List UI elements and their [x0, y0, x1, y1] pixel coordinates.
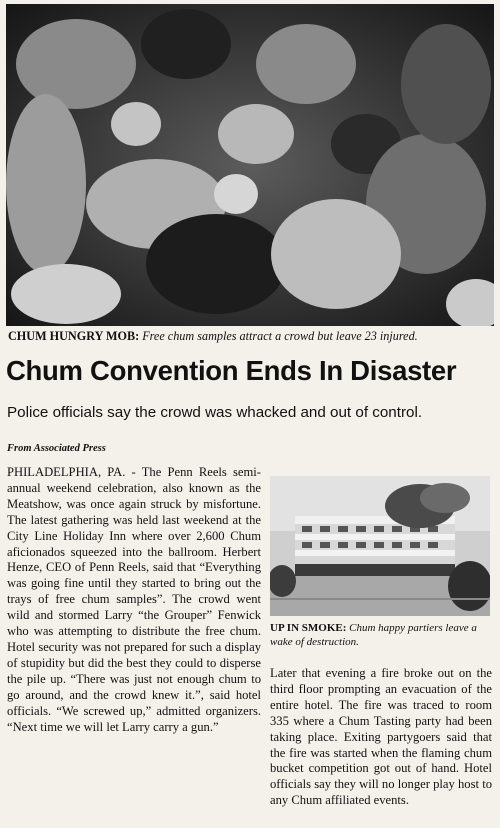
article-right-column	[270, 666, 492, 809]
hotel-photo-image	[270, 476, 490, 616]
crowd-photo-image	[6, 4, 494, 326]
hotel-photo	[270, 476, 490, 616]
crowd-photo-caption-text: Free chum samples attract a crowd but leave 23 injured.	[139, 329, 418, 343]
crowd-photo-caption-label: CHUM HUNGRY MOB:	[8, 329, 140, 343]
left-column-text: PHILADELPHIA, PA. - The Penn Reels semi-annual weekend celebration, also known as the Meatshow, was once again struck by misfortune. The latest gathering was held last weekend at the City Line Holiday Inn where over 2,600 Chum aficionados squeezed into the ballroom. Herbert Henze, CEO of Penn Reels, said that “Everything was going fine until they started to bring out the trays of free chum samples”. The crowd went wild and stormed Larry “the Grouper” Fenwick who was attempting to distribute the free chum. Hotel security was not prepared for such a display of stupidity but did the best they could to disperse the pile up. “There was just not enough chum to go around, and the crowd knew it.”, said hotel officials. “We screwed up,” admitted organizers. “Next time we will let Larry carry a gun.”	[7, 465, 261, 734]
subheadline: Police officials say the crowd was whacked and out of control.	[7, 404, 423, 421]
right-column-text: Later that evening a fire broke out on the third floor prompting an evacuation of the entire hotel. The fire was traced to room 335 where a Chum Tasting party had been taking place. Exiting partygoers said that the fire was started when the flaming chum bucket competition got out of hand. Hotel officials say they will no longer play host to any Chum affiliated events.	[270, 666, 492, 808]
crowd-photo-caption	[8, 329, 494, 344]
hotel-photo-caption-text: Chum happy partiers leave a wake of destruction.	[270, 622, 477, 648]
byline-credit: From Associated Press	[7, 443, 106, 454]
hotel-photo-caption-label: UP IN SMOKE:	[270, 622, 347, 634]
article-left-column	[7, 465, 261, 735]
hotel-photo-caption	[270, 622, 492, 649]
crowd-photo	[6, 4, 494, 326]
headline: Chum Convention Ends In Disaster	[6, 355, 457, 386]
